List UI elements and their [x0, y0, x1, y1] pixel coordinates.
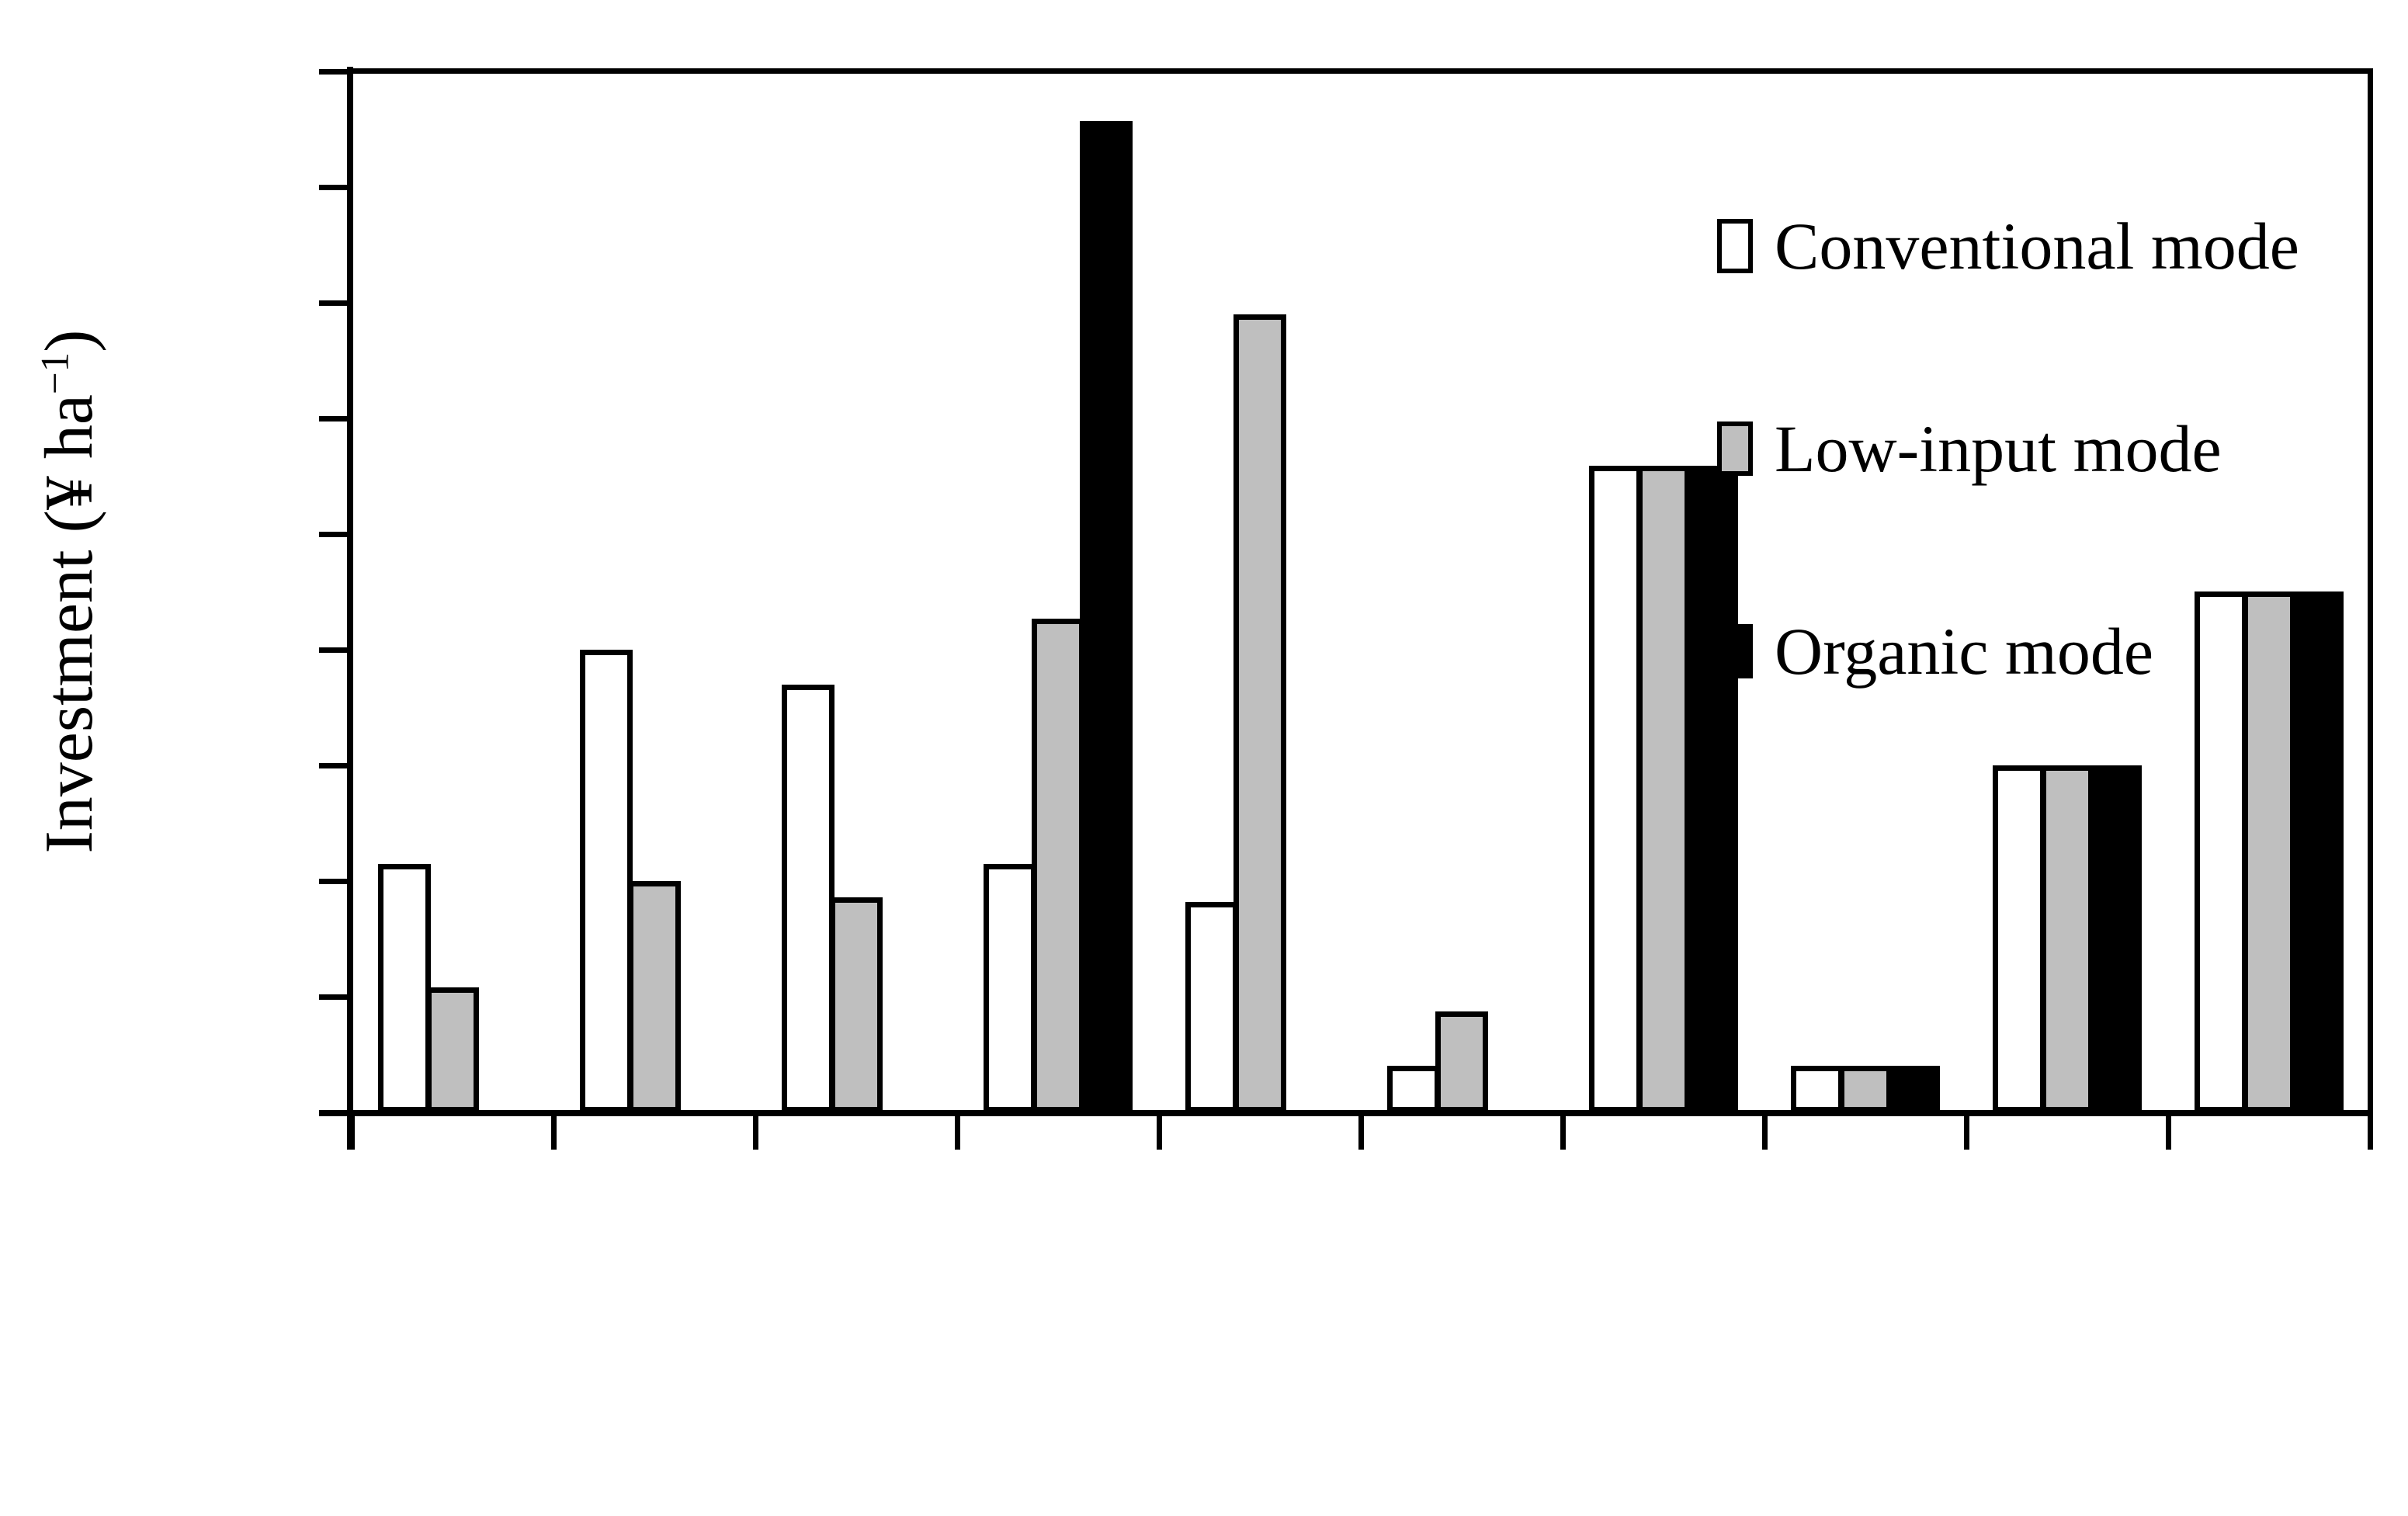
legend-swatch-low-input — [1717, 421, 1753, 476]
bar-diesel-organic-mode — [1887, 1066, 1940, 1112]
legend-label-organic: Organic mode — [1775, 614, 2153, 689]
x-tick-1 — [551, 1112, 557, 1150]
y-tick-4-000 — [319, 647, 348, 653]
bar-ground-cover-organic-mode — [2089, 765, 2142, 1112]
legend-label-low-input: Low-input mode — [1775, 411, 2222, 486]
x-tick-0 — [349, 1112, 355, 1150]
bar-urea-low-input-mode — [426, 987, 479, 1112]
bar-direct-labor-conventional-mode — [2195, 591, 2247, 1112]
y-axis — [347, 67, 353, 1150]
y-tick-8-000 — [319, 185, 348, 190]
bar-phosphorus-low-input-mode — [628, 881, 681, 1112]
x-tick-2 — [753, 1112, 758, 1150]
x-tick-7 — [1762, 1112, 1768, 1150]
x-axis — [319, 1110, 2373, 1116]
y-tick-0 — [319, 1110, 348, 1115]
bar-electricity-organic-mode — [1685, 466, 1738, 1112]
x-tick-6 — [1560, 1112, 1566, 1150]
bar-electricity-low-input-mode — [1637, 466, 1690, 1112]
bar-poultry-manure-conventional-mode — [984, 864, 1036, 1112]
x-tick-8 — [1964, 1112, 1969, 1150]
bar-potassium-low-input-mode — [830, 897, 883, 1112]
bar-urea-conventional-mode — [378, 864, 431, 1112]
x-tick-4 — [1157, 1112, 1162, 1150]
bar-direct-labor-low-input-mode — [2243, 591, 2295, 1112]
legend-item-organic — [1717, 614, 2153, 689]
y-tick-7-000 — [319, 300, 348, 306]
x-tick-3 — [955, 1112, 960, 1150]
legend-swatch-conventional — [1717, 219, 1753, 273]
bar-pesticide-conventional-mode — [1185, 902, 1238, 1112]
legend-swatch-organic — [1717, 624, 1753, 678]
legend-label-conventional: Conventional mode — [1775, 209, 2299, 283]
bar-diesel-low-input-mode — [1839, 1066, 1892, 1112]
y-axis-title — [34, 330, 106, 854]
bar-electricity-conventional-mode — [1589, 466, 1642, 1112]
bar-ground-cover-conventional-mode — [1993, 765, 2045, 1112]
y-tick-1-000 — [319, 994, 348, 1000]
bar-fungicide-conventional-mode — [1387, 1066, 1440, 1112]
y-axis-title-suffix: ) — [32, 329, 107, 352]
bar-poultry-manure-low-input-mode — [1032, 619, 1084, 1112]
y-axis-title-text: Investment (¥ ha — [32, 394, 107, 854]
bar-potassium-conventional-mode — [782, 685, 834, 1112]
x-tick-9 — [2166, 1112, 2171, 1150]
y-tick-9-000 — [319, 69, 348, 75]
bar-diesel-conventional-mode — [1791, 1066, 1844, 1112]
y-tick-2-000 — [319, 879, 348, 884]
bar-phosphorus-conventional-mode — [580, 650, 633, 1112]
legend-item-conventional — [1717, 211, 2299, 281]
bar-poultry-manure-organic-mode — [1080, 121, 1133, 1112]
x-tick-10 — [2368, 1112, 2373, 1150]
bar-fungicide-low-input-mode — [1435, 1011, 1488, 1112]
bar-pesticide-low-input-mode — [1233, 314, 1286, 1112]
y-axis-title-superscript: −1 — [33, 352, 78, 395]
y-tick-3-000 — [319, 763, 348, 768]
bar-direct-labor-organic-mode — [2291, 591, 2344, 1112]
plot-border-right — [2368, 68, 2373, 1116]
bar-ground-cover-low-input-mode — [2041, 765, 2094, 1112]
plot-border-top — [347, 68, 2373, 74]
y-tick-5-000 — [319, 532, 348, 537]
x-tick-5 — [1358, 1112, 1364, 1150]
legend-item-low-input — [1717, 411, 2222, 486]
y-tick-6-000 — [319, 416, 348, 421]
